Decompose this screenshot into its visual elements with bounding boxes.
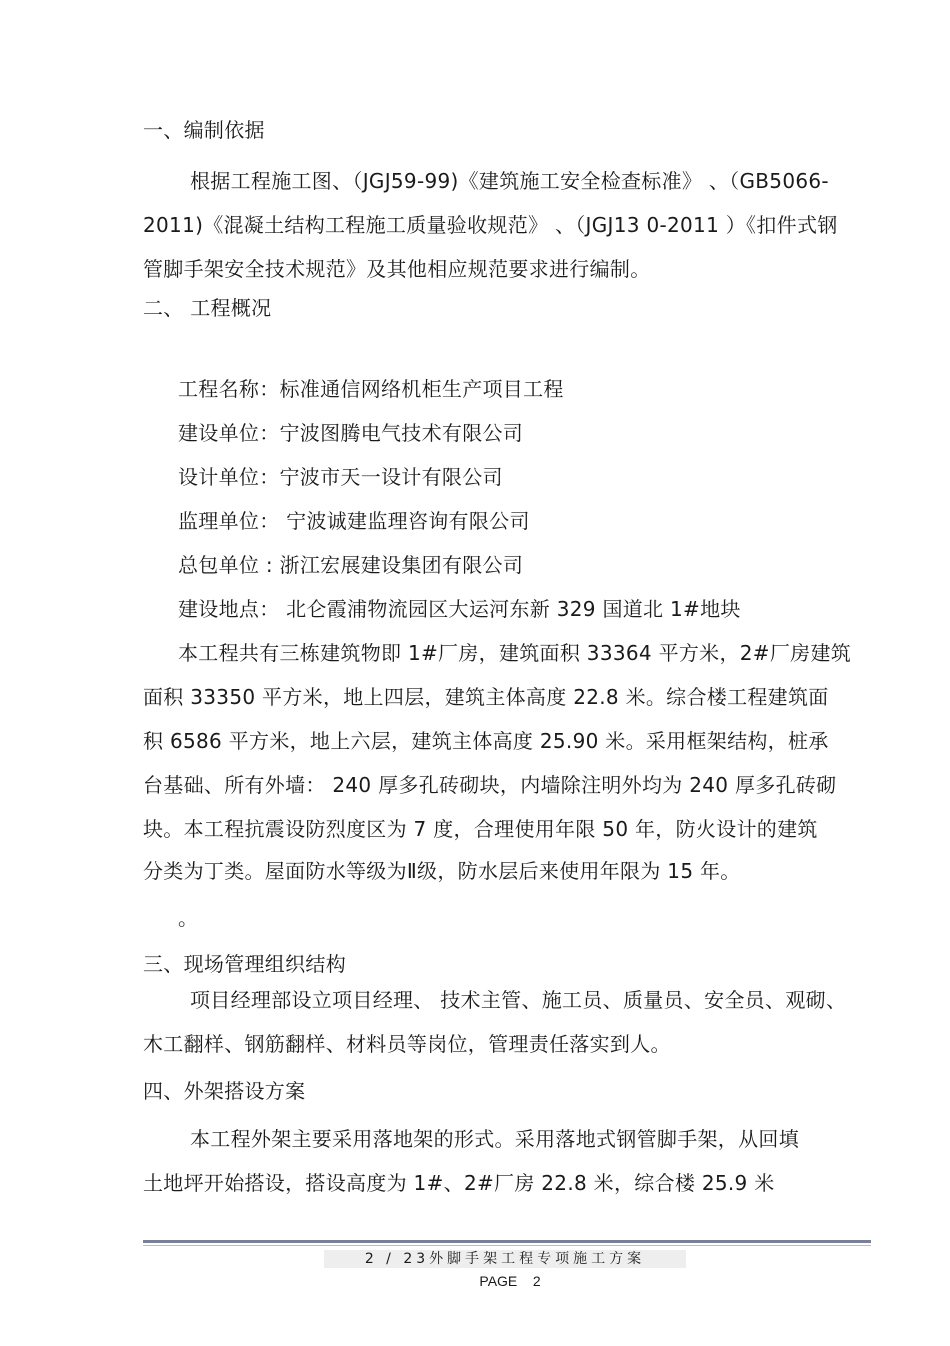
info-location: 建设地点： 北仑霞浦物流园区大运河东新 329 国道北 1#地块 [178, 597, 741, 621]
section-2-paragraph-line-2: 面积 33350 平方米，地上四层，建筑主体高度 22.8 米。综合楼工程建筑面 [143, 685, 829, 709]
section-1-heading: 一、编制依据 [143, 118, 265, 142]
section-2-paragraph-line-3: 积 6586 平方米，地上六层，建筑主体高度 25.90 米。采用框架结构，桩承 [143, 729, 829, 753]
section-2-paragraph-line-4: 台基础、所有外墙： 240 厚多孔砖砌块，内墙除注明外均为 240 厚多孔砖砌 [143, 773, 837, 797]
info-contractor: 总包单位 : 浙江宏展建设集团有限公司 [178, 553, 524, 577]
section-3-line-1: 项目经理部设立项目经理、 技术主管、施工员、质量员、安全员、观砌、 [190, 988, 847, 1012]
info-designer: 设计单位：宁波市天一设计有限公司 [178, 465, 503, 489]
info-supervisor: 监理单位： 宁波诚建监理咨询有限公司 [178, 509, 530, 533]
section-2-paragraph-line-5: 块。本工程抗震设防烈度区为 7 度，合理使用年限 50 年，防火设计的建筑 [143, 817, 818, 841]
section-4-heading: 四、外架搭设方案 [143, 1079, 306, 1103]
section-4-line-1: 本工程外架主要采用落地架的形式。采用落地式钢管脚手架，从回填 [190, 1127, 799, 1151]
footer-document-title: 2 / 23外脚手架工程专项施工方案 [324, 1250, 686, 1268]
section-1-paragraph-line-1: 根据工程施工图、（JGJ59-99)《建筑施工安全检查标准》 、（GB5066- [190, 169, 829, 193]
section-3-heading: 三、现场管理组织结构 [143, 952, 346, 976]
footer-rule [143, 1240, 871, 1243]
footer-page-number: PAGE 2 [479, 1273, 541, 1289]
footer-rule-thin [143, 1245, 871, 1246]
section-4-line-2: 土地坪开始搭设，搭设高度为 1#、2#厂房 22.8 米，综合楼 25.9 米 [143, 1171, 775, 1195]
section-2-heading: 二、 工程概况 [143, 296, 272, 320]
section-2-tail-mark: 。 [178, 906, 199, 930]
section-1-paragraph-line-2: 2011)《混凝土结构工程施工质量验收规范》 、（JGJ13 0-2011 ）《扣件式钢 [143, 213, 838, 237]
info-project-name: 工程名称：标准通信网络机柜生产项目工程 [178, 377, 564, 401]
section-2-paragraph-line-1: 本工程共有三栋建筑物即 1#厂房，建筑面积 33364 平方米，2#厂房建筑 [178, 641, 852, 665]
section-1-paragraph-line-3: 管脚手架安全技术规范》及其他相应规范要求进行编制。 [143, 257, 651, 281]
info-builder: 建设单位：宁波图腾电气技术有限公司 [178, 421, 524, 445]
section-2-paragraph-line-6: 分类为丁类。屋面防水等级为Ⅱ级，防水层后来使用年限为 15 年。 [143, 859, 741, 883]
section-3-line-2: 木工翻样、钢筋翻样、材料员等岗位，管理责任落实到人。 [143, 1032, 671, 1056]
